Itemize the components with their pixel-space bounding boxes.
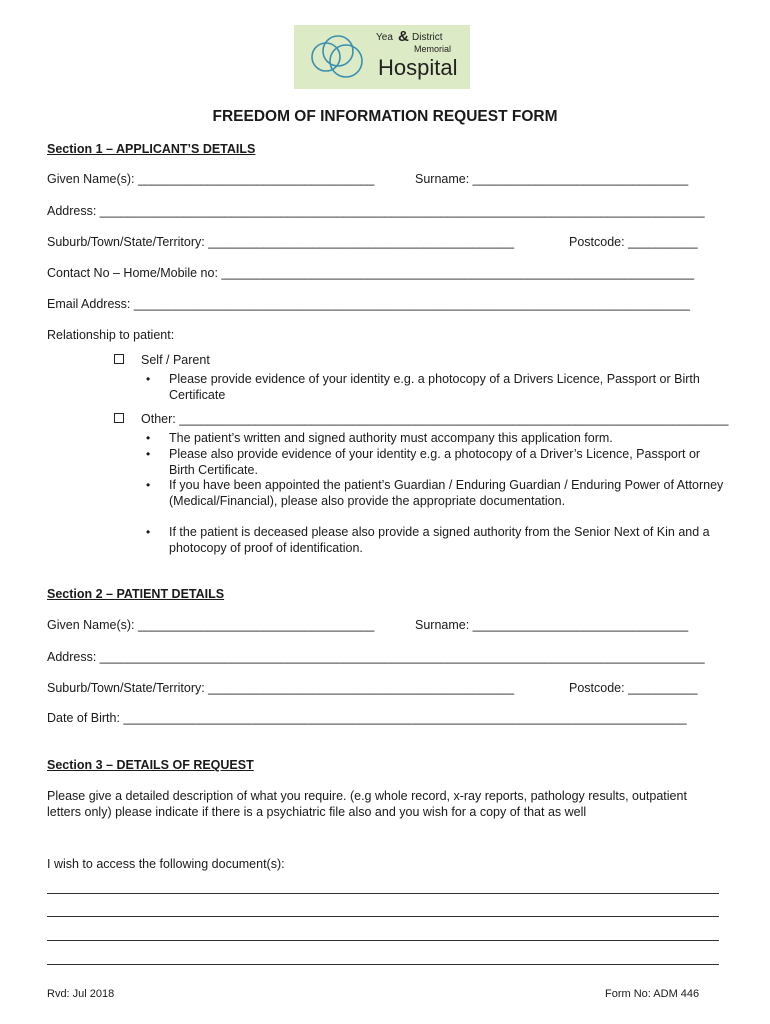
request-line-4[interactable] bbox=[47, 964, 719, 965]
applicant-given-name-field[interactable]: Given Name(s): __________________________________ bbox=[47, 172, 375, 186]
logo-text-hospital: Hospital bbox=[378, 55, 458, 80]
logo-text-yea: Yea bbox=[376, 32, 393, 43]
request-instructions: Please give a detailed description of what you require. (e.g whole record, x-ray reports, pathology results, outpatient letters only) please indicate if there is a psychiatric file also and you wish for a copy of that as well bbox=[47, 789, 687, 819]
request-line-1[interactable] bbox=[47, 893, 719, 894]
self-parent-checkbox[interactable] bbox=[114, 354, 124, 364]
other-bullet-text: Please also provide evidence of your identity e.g. a photocopy of a Driver’s Licence, Passport or Birth Certificate. bbox=[169, 447, 701, 477]
patient-surname-field[interactable]: Surname: _______________________________ bbox=[415, 618, 689, 632]
revision-date: Rvd: Jul 2018 bbox=[47, 988, 115, 1000]
other-bullet-text: If you have been appointed the patient’s Guardian / Enduring Guardian / Enduring Power of Attorney (Medical/Financial), please also provide the appropriate documentation. bbox=[169, 478, 724, 508]
other-bullet-text: The patient’s written and signed authority must accompany this application form. bbox=[169, 431, 613, 445]
section2-heading: Section 2 – PATIENT DETAILS bbox=[47, 587, 225, 601]
logo-text-amp: & bbox=[398, 28, 409, 45]
bullet-icon: • bbox=[146, 431, 151, 445]
other-checkbox[interactable] bbox=[114, 413, 124, 423]
relationship-label: Relationship to patient: bbox=[47, 328, 175, 342]
section1-heading: Section 1 – APPLICANT’S DETAILS bbox=[47, 142, 256, 156]
patient-dob-field[interactable]: Date of Birth: _________________________________________________________________________________ bbox=[47, 711, 687, 725]
applicant-postcode-field[interactable]: Postcode: __________ bbox=[569, 235, 698, 249]
bullet-icon: • bbox=[146, 478, 151, 492]
patient-postcode-field[interactable]: Postcode: __________ bbox=[569, 681, 698, 695]
patient-given-name-field[interactable]: Given Name(s): __________________________________ bbox=[47, 618, 375, 632]
access-label: I wish to access the following document(s): bbox=[47, 857, 285, 871]
other-bullet-text: If the patient is deceased please also provide a signed authority from the Senior Next of Kin and a photocopy of proof of identification. bbox=[169, 525, 710, 555]
form-title: FREEDOM OF INFORMATION REQUEST FORM bbox=[212, 108, 558, 125]
form-number: Form No: ADM 446 bbox=[605, 988, 700, 1000]
bullet-icon: • bbox=[146, 525, 151, 539]
applicant-surname-field[interactable]: Surname: _______________________________ bbox=[415, 172, 689, 186]
logo-rings-icon bbox=[304, 31, 376, 85]
applicant-suburb-field[interactable]: Suburb/Town/State/Territory: ____________________________________________ bbox=[47, 235, 515, 249]
request-line-2[interactable] bbox=[47, 916, 719, 917]
logo-text-district: District bbox=[412, 32, 443, 43]
applicant-address-field[interactable]: Address: _______________________________________________________________________________________ bbox=[47, 204, 705, 218]
request-line-3[interactable] bbox=[47, 940, 719, 941]
bullet-icon: • bbox=[146, 447, 151, 461]
other-field[interactable]: Other: _______________________________________________________________________________ bbox=[141, 412, 729, 426]
self-bullet-text: Please provide evidence of your identity e.g. a photocopy of a Drivers Licence, Passport or Birth Certificate bbox=[169, 372, 700, 402]
self-parent-label: Self / Parent bbox=[141, 353, 210, 367]
patient-address-field[interactable]: Address: _______________________________________________________________________________________ bbox=[47, 650, 705, 664]
patient-suburb-field[interactable]: Suburb/Town/State/Territory: ____________________________________________ bbox=[47, 681, 515, 695]
section3-heading: Section 3 – DETAILS OF REQUEST bbox=[47, 758, 254, 772]
applicant-contact-field[interactable]: Contact No – Home/Mobile no: ____________________________________________________________________ bbox=[47, 266, 695, 280]
bullet-icon: • bbox=[146, 372, 151, 386]
applicant-email-field[interactable]: Email Address: ________________________________________________________________________________ bbox=[47, 297, 690, 311]
logo-text-memorial: Memorial bbox=[414, 44, 452, 54]
hospital-logo bbox=[294, 25, 470, 89]
